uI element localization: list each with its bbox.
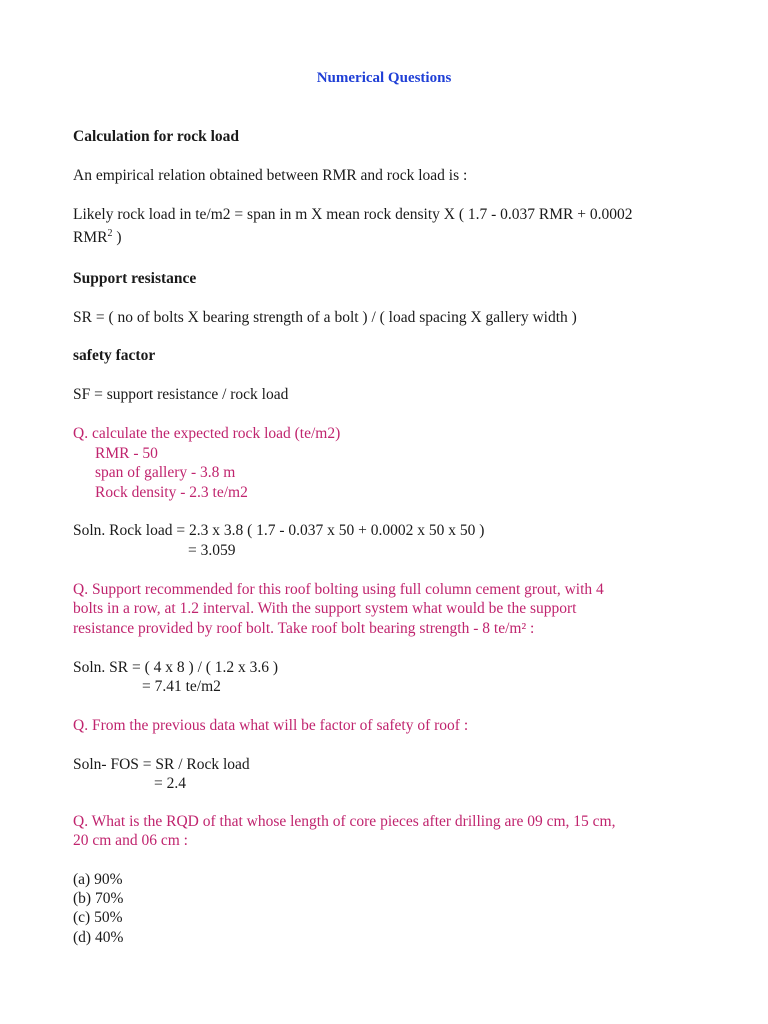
rock-load-formula-line2: [73, 228, 122, 247]
sf-formula: SF = support resistance / rock load: [73, 386, 289, 403]
empirical-relation-text: An empirical relation obtained between RMR and rock load is :: [73, 167, 468, 184]
question-1-rmr: RMR - 50: [95, 445, 158, 462]
rock-load-formula-line1: Likely rock load in te/m2 = span in m X mean rock density X ( 1.7 - 0.037 RMR + 0.0002: [73, 206, 633, 223]
option-c: (c) 50%: [73, 909, 123, 926]
formula-close: ): [112, 229, 122, 246]
page-title: Numerical Questions: [316, 70, 452, 86]
question-2-line1: Q. Support recommended for this roof bolting using full column cement grout, with 4: [73, 581, 604, 598]
rmr-text: RMR: [73, 229, 108, 246]
solution-3-result: = 2.4: [154, 775, 186, 792]
sr-formula: SR = ( no of bolts X bearing strength of a bolt ) / ( load spacing X gallery width ): [73, 309, 577, 326]
question-4-line2: 20 cm and 06 cm :: [73, 832, 188, 849]
question-2-line3: resistance provided by roof bolt. Take roof bolt bearing strength - 8 te/m² :: [73, 620, 535, 637]
rmr-exponent: 2: [107, 228, 113, 239]
question-1-span: span of gallery - 3.8 m: [95, 464, 236, 481]
heading-safety-factor: safety factor: [73, 347, 156, 364]
question-1: Q. calculate the expected rock load (te/m2): [73, 425, 341, 442]
question-1-density: Rock density - 2.3 te/m2: [95, 484, 248, 501]
solution-1: Soln. Rock load = 2.3 x 3.8 ( 1.7 - 0.037 x 50 + 0.0002 x 50 x 50 ): [73, 522, 485, 539]
solution-2: Soln. SR = ( 4 x 8 ) / ( 1.2 x 3.6 ): [73, 659, 279, 676]
option-b: (b) 70%: [73, 890, 124, 907]
solution-3: Soln- FOS = SR / Rock load: [73, 756, 250, 773]
question-3: Q. From the previous data what will be factor of safety of roof :: [73, 717, 469, 734]
option-d: (d) 40%: [73, 929, 124, 946]
question-2-line2: bolts in a row, at 1.2 interval. With the support system what would be the support: [73, 600, 577, 617]
question-4-line1: Q. What is the RQD of that whose length of core pieces after drilling are 09 cm, 15 cm,: [73, 813, 616, 830]
option-a: (a) 90%: [73, 871, 123, 888]
heading-rock-load: Calculation for rock load: [73, 128, 240, 145]
solution-1-result: = 3.059: [188, 542, 236, 559]
heading-support-resistance: Support resistance: [73, 270, 197, 287]
solution-2-result: = 7.41 te/m2: [142, 678, 221, 695]
